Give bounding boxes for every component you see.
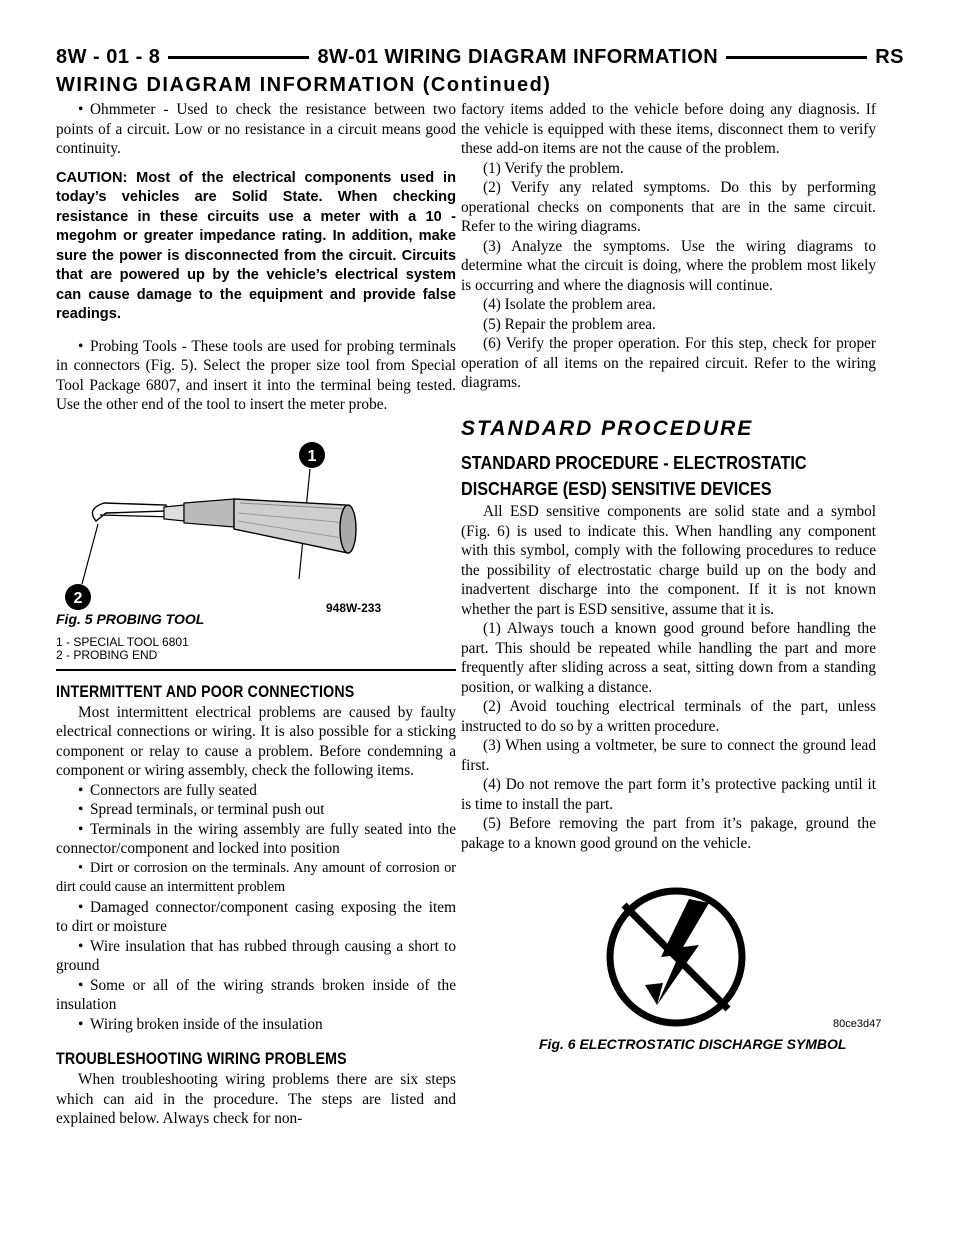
esd-heading-line-1: STANDARD PROCEDURE - ELECTROSTATIC bbox=[461, 453, 807, 473]
svg-text:1: 1 bbox=[307, 447, 317, 465]
page-header bbox=[56, 42, 904, 72]
figure-5-caption: Fig. 5 PROBING TOOL bbox=[56, 610, 205, 627]
intermittent-heading: INTERMITTENT AND POOR CONNECTIONS bbox=[56, 682, 355, 701]
intermittent-intro: Most intermittent electrical problems are caused by faulty electrical connections or wiring. It is also possible for a sticking component or relay to cause a problem. Before condemning a component or wiring assembly, check the following items. bbox=[56, 703, 456, 779]
list-item: • Connectors are fully seated bbox=[78, 781, 257, 799]
legend-item-2: 2 - PROBING END bbox=[56, 647, 158, 662]
section-title: 8W-01 WIRING DIAGRAM INFORMATION bbox=[317, 45, 719, 68]
step-item: (6) Verify the proper operation. For this step, check for proper operation of all items on the repaired circuit. Refer to the wiring diagrams. bbox=[461, 335, 876, 391]
step-item: (2) Avoid touching electrical terminals of the part, unless instructed to do so by a written procedure. bbox=[461, 698, 876, 735]
probing-tool-illustration bbox=[56, 429, 456, 619]
list-item: • Some or all of the wiring strands broken inside of the insulation bbox=[56, 976, 456, 1013]
page-number: 8W - 01 - 8 bbox=[56, 45, 161, 68]
list-item: • Wiring broken inside of the insulation bbox=[78, 1015, 323, 1033]
list-item: • Dirt or corrosion on the terminals. Any amount of corrosion or dirt could cause an intermittent problem bbox=[56, 859, 456, 895]
troubleshooting-heading: TROUBLESHOOTING WIRING PROBLEMS bbox=[56, 1050, 347, 1068]
esd-intro: All ESD sensitive components are solid state and a symbol (Fig. 6) is used to indicate this. When handling any component with this symbol, comply with the following procedures to reduce the possibility of electrostatic charge build up on the body and inadvertent discharge into the component. If it is not known whether the part is ESD sensitive, assume that it is. bbox=[461, 503, 876, 618]
callout-2 bbox=[65, 524, 98, 610]
esd-heading-line-2: DISCHARGE (ESD) SENSITIVE DEVICES bbox=[461, 479, 772, 499]
esd-symbol-icon bbox=[461, 865, 876, 1035]
left-column bbox=[56, 100, 456, 1129]
step-item: (5) Repair the problem area. bbox=[483, 315, 656, 333]
step-item: (1) Verify the problem. bbox=[483, 159, 624, 177]
figure-5 bbox=[56, 429, 456, 679]
right-column bbox=[461, 100, 882, 1055]
step-item: (3) When using a voltmeter, be sure to connect the ground lead first. bbox=[461, 737, 876, 774]
legend-item-1: 1 - SPECIAL TOOL 6801 bbox=[56, 634, 189, 649]
esd-heading bbox=[461, 450, 876, 502]
probing-tool bbox=[92, 499, 356, 553]
step-item: (5) Before removing the part from it’s pakage, ground the pakage to a known good ground on the vehicle. bbox=[461, 815, 876, 852]
figure-5-code: 948W-233 bbox=[326, 600, 382, 615]
caution-note: CAUTION: Most of the electrical components used in today’s vehicles are Solid State. When checking resistance in these circuits use a meter with a 10 - megohm or greater impedance rating. In addition, make sure the power is disconnected from the circuit. Circuits that are powered up by the vehicle’s electrical system can cause damage to the equipment and provide false readings. bbox=[56, 169, 456, 322]
model-code: RS bbox=[875, 45, 905, 68]
troubleshooting-continuation: factory items added to the vehicle before doing any diagnosis. If the vehicle is equipped with these items, disconnect them to verify these add-on items are not the cause of the problem. bbox=[461, 101, 876, 157]
continued-heading: WIRING DIAGRAM INFORMATION (Continued) bbox=[56, 74, 552, 96]
probing-paragraph: • Probing Tools - These tools are used for probing terminals in connectors (Fig. 5). Select the proper size tool from Special Tool Package 6807, and insert it into the terminal being tested. Use the other end of the tool to insert the meter probe. bbox=[56, 337, 456, 413]
svg-text:2: 2 bbox=[73, 589, 83, 607]
list-item: • Wire insulation that has rubbed through causing a short to ground bbox=[56, 937, 456, 974]
step-item: (4) Do not remove the part form it’s protective packing until it is time to install the part. bbox=[461, 776, 876, 813]
list-item: • Spread terminals, or terminal push out bbox=[78, 801, 325, 818]
standard-procedure-heading: STANDARD PROCEDURE bbox=[461, 416, 754, 440]
header-rule-left bbox=[168, 56, 309, 59]
troubleshooting-intro: When troubleshooting wiring problems there are six steps which can aid in the procedure. The steps are listed and explained below. Always check for non- bbox=[56, 1071, 456, 1127]
list-item: • Damaged connector/component casing exposing the item to dirt or moisture bbox=[56, 898, 456, 935]
figure-5-rule bbox=[56, 669, 456, 671]
step-item: (4) Isolate the problem area. bbox=[483, 296, 656, 313]
step-item: (1) Always touch a known good ground before handling the part. This should be repeated while handling the part and more frequently after sliding across a seat, sitting down from a standing position, or walking a distance. bbox=[461, 620, 876, 696]
figure-6-caption: Fig. 6 ELECTROSTATIC DISCHARGE SYMBOL bbox=[539, 1036, 847, 1052]
figure-6-code: 80ce3d47 bbox=[833, 1018, 882, 1030]
figure-5-legend bbox=[56, 636, 189, 662]
step-item: (3) Analyze the symptoms. Use the wiring diagrams to determine what the circuit is doing, where the problem most likely is occurring and where the diagnosis will continue. bbox=[461, 237, 876, 294]
step-item: (2) Verify any related symptoms. Do this by performing operational checks on components that are in the same circuit. Refer to the wiring diagrams. bbox=[461, 179, 876, 235]
ohmmeter-paragraph: • Ohmmeter - Used to check the resistance between two points of a circuit. Low or no resistance in a circuit means good continuity. bbox=[56, 101, 456, 157]
figure-6 bbox=[461, 865, 882, 1055]
header-rule-right bbox=[726, 56, 867, 59]
list-item: • Terminals in the wiring assembly are fully seated into the connector/component and locked into position bbox=[56, 820, 456, 857]
